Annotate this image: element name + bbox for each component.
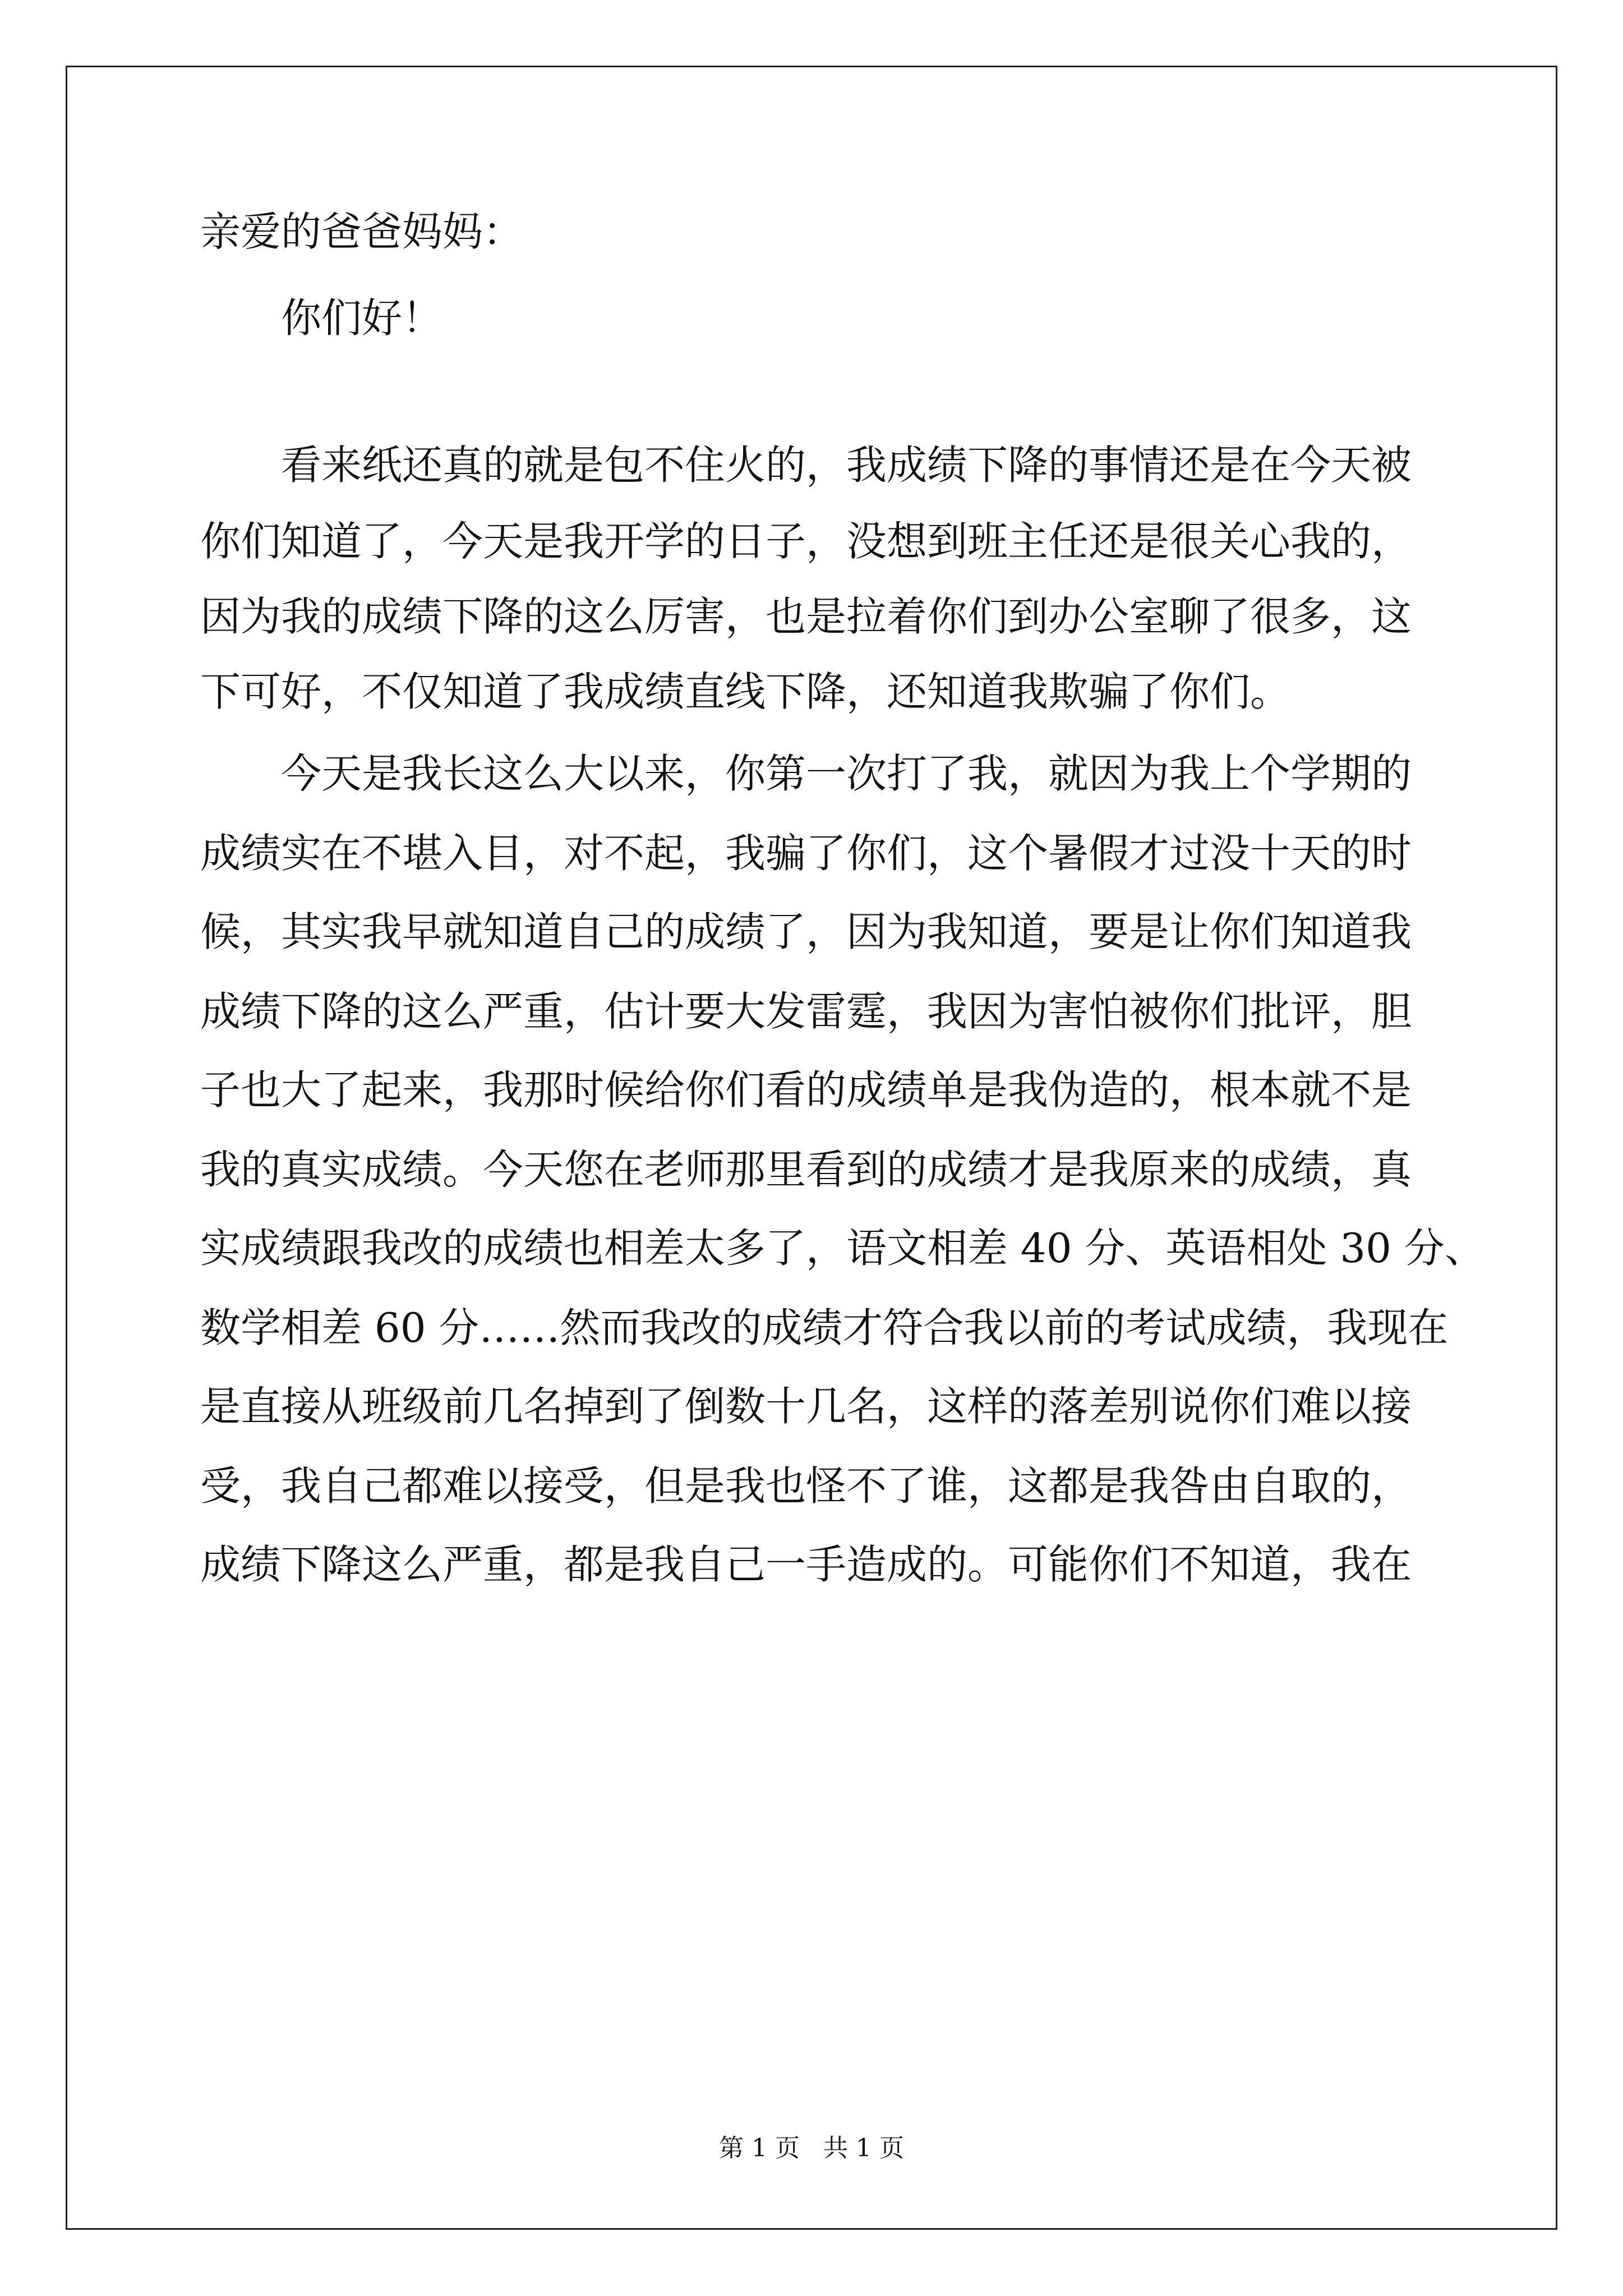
paragraph-2-line-7: 实成绩跟我改的成绩也相差太多了，语文相差 40 分、英语相处 30 分、 [200, 1225, 1485, 1272]
paragraph-1-line-1: 看来纸还真的就是包不住火的，我成绩下降的事情还是在今天被 [281, 441, 1412, 489]
paragraph-2-line-9: 是直接从班级前几名掉到了倒数十几名，这样的落差别说你们难以接 [200, 1383, 1412, 1430]
paragraph-2-line-8: 数学相差 60 分……然而我改的成绩才符合我以前的考试成绩，我现在 [200, 1304, 1449, 1351]
paragraph-2-line-6: 我的真实成绩。今天您在老师那里看到的成绩才是我原来的成绩，真 [200, 1146, 1412, 1193]
paragraph-1-line-4: 下可好，不仅知道了我成绩直线下降，还知道我欺骗了你们。 [200, 668, 1291, 715]
paragraph-2-line-5: 子也大了起来，我那时候给你们看的成绩单是我伪造的，根本就不是 [200, 1066, 1412, 1114]
salutation: 亲爱的爸爸妈妈： [200, 208, 524, 255]
paragraph-2-line-10: 受，我自己都难以接受，但是我也怪不了谁，这都是我咎由自取的， [200, 1462, 1412, 1510]
paragraph-2-line-11: 成绩下降这么严重，都是我自己一手造成的。可能你们不知道，我在 [200, 1541, 1412, 1588]
page-number-footer: 第 1 页 共 1 页 [719, 2134, 904, 2162]
greeting: 你们好！ [281, 295, 443, 342]
paragraph-2-line-2: 成绩实在不堪入目，对不起，我骗了你们，这个暑假才过没十天的时 [200, 830, 1412, 877]
paragraph-1-line-2: 你们知道了，今天是我开学的日子，没想到班主任还是很关心我的， [200, 518, 1412, 565]
paragraph-1-line-3: 因为我的成绩下降的这么厉害，也是拉着你们到办公室聊了很多，这 [200, 593, 1412, 640]
paragraph-2-line-4: 成绩下降的这么严重，估计要大发雷霆，我因为害怕被你们批评，胆 [200, 988, 1412, 1035]
paragraph-2-line-1: 今天是我长这么大以来，你第一次打了我，就因为我上个学期的 [281, 750, 1412, 797]
paragraph-2-line-3: 候，其实我早就知道自己的成绩了，因为我知道，要是让你们知道我 [200, 908, 1412, 955]
